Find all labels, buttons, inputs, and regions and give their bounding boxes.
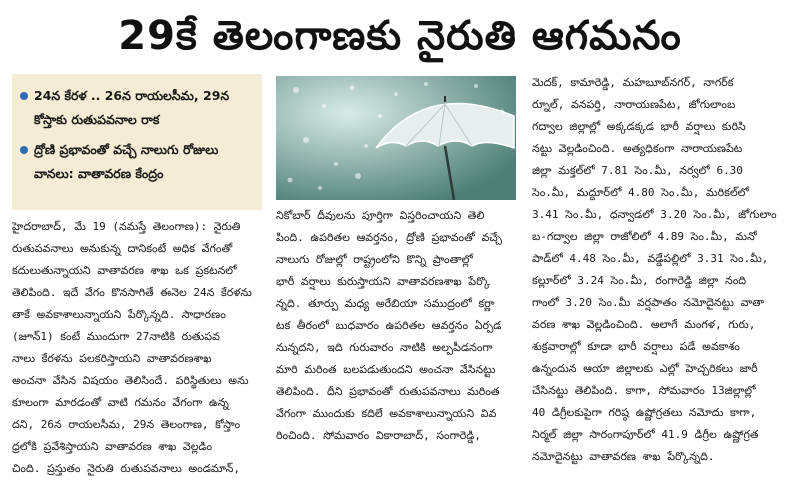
text-line: న్నది. తూర్పు మధ్య అరేబియా సముద్రంలో కర్ణా (276, 297, 495, 310)
text-line: నిర్మల్ జిల్లా సారంగాపూర్‌లో 41.9 డిగ్రీల ఉష్ణోగ్రత (532, 428, 759, 441)
text-line: నున్నదని, ఇది గురువారం నాటికి అల్పపీడనంగా (276, 341, 493, 354)
text-line: శుక్రవారాల్లో కూడా భారీ వర్షాలు పడే అవకాశం (532, 340, 740, 353)
article-column-1 (12, 216, 264, 480)
text-line: జిల్లా మక్తల్‌లో 7.81 సెం.మీ, నర్వలో 6.30 (532, 164, 743, 177)
article-column-2 (276, 205, 520, 447)
text-line: మెదక్, కామారెడ్డి, మహబూబ్‌నగర్, నాగర్‌క (532, 76, 734, 89)
text-line: కూలంగా మారడంతో వాటి గమనం వేగంగా ఉన్న (12, 396, 229, 409)
text-line: 40 డిగ్రీలకుపైగా గరిష్ఠ ఉష్ణోగ్రతలు నమోదు కాగా, (532, 406, 757, 419)
bullet-icon (20, 92, 28, 100)
text-line: నికోబార్ దీవులను పూర్తిగా విస్తరించాయని తెలి (276, 209, 485, 222)
text-line: తెలిపింది. దీని ప్రభావంతో రుతుపవనాలు మరింత (276, 385, 500, 398)
text-line: చింది. ప్రస్తుతం నైరుతి రుతుపవనాలు అండమాన్, (12, 462, 241, 475)
text-line: గాంలో 3.20 సెం.మీ వర్షపాతం నమోదైనట్టు వాతా (532, 296, 765, 309)
text-line: నట్టు వెల్లడించింది. అత్యధికంగా నారాయణపేట (532, 142, 743, 155)
text-line: పాడ్‌లో 4.48 సెం.మీ, వడ్డేపల్లిలో 3.31 సెం.మీ, (532, 252, 769, 265)
text-line: తాకే అవకాశాలున్నాయని పేర్కొన్నది. సాధారణం (12, 308, 226, 321)
text-line: నాలుగు రోజుల్లో రాష్ట్రంలోని కొన్ని ప్రాంతాల్లో (276, 253, 473, 266)
text-line: ధ్రలోకి ప్రవేశిస్తాయని వాతావరణ శాఖ వెల్లడిం (12, 440, 213, 453)
text-line: మారి మరింత బలపడుతుందని అంచనా వేసినట్టు (276, 363, 496, 376)
highlight-item (20, 84, 254, 132)
highlights-box (12, 74, 262, 210)
text-line: ఉన్నందున ఆయా జిల్లాలకు ఎల్లో హెచ్చరికలు జారీ (532, 362, 758, 375)
article-column-3 (532, 72, 792, 468)
text-line: చేసినట్టు తెలిపింది. కాగా, సోమవారం 13జిల్లాల్లో (532, 384, 756, 397)
text-line: సెం.మీ, మద్దూర్‌లో 4.80 సెం.మీ, మరికల్‌లో (532, 186, 749, 199)
text-line: (జూన్1) కంటే ముందుగా 27నాటికి రుతుపవ (12, 330, 220, 343)
text-line: ర్నూల్, వనపర్తి, నారాయణపేట, జోగులాంబ (532, 98, 736, 111)
text-line: బ-గద్వాల జిల్లా రాజోలిలో 4.89 సెం.మీ, మనో (532, 230, 757, 243)
highlight-text: 24న కేరళ .. 26న రాయలసీమ, 29న కోస్తాకు రుతుపవనాల రాక (34, 88, 230, 127)
text-line: గద్వాల జిల్లాల్లో అక్కడక్కడ భారీ వర్షాలు కురిసి (532, 120, 746, 133)
text-line: కదులుతున్నాయని వాతావరణ శాఖ ఒక ప్రకటనలో (12, 264, 237, 277)
umbrella-icon (276, 76, 516, 200)
text-line: దని, 26న రాయలసీమ, 29న తెలంగాణ, కోస్తాం (12, 418, 241, 431)
text-line: టక తీరంలో బుధవారం ఉపరితల ఆవర్తనం ఏర్పడ (276, 319, 502, 332)
text-line: నాలు కేరళను పలకరిస్తాయని వాతావరణశాఖ (12, 352, 212, 365)
text-line: రుతుపవనాలు అనుకున్న దానికంటే అధిక వేగంతో (12, 242, 233, 255)
bullet-icon (20, 146, 28, 154)
text-line: తెలిపింది. ఇదే వేగం కొనసాగితే ఈనెల 24న కేరళను (12, 286, 252, 299)
text-line: వరణ శాఖ వెల్లడించింది. అలాగే మంగళ, గురు, (532, 318, 756, 331)
headline: 29కే తెలంగాణకు నైరుతి ఆగమనం (118, 13, 682, 59)
text-line: భారీ వర్షాలు కురుస్తాయని వాతావరణశాఖ పేర్కొ (276, 275, 491, 288)
text-line: హైదరాబాద్, మే 19 (నమస్తే తెలంగాణ): నైరుతి (12, 220, 241, 233)
text-line: రించింది. సోమవారం వికారాబాద్, సంగారెడ్డి, (276, 429, 482, 442)
text-line: పింది. ఉపరితల ఆవర్తనం, ద్రోణి ప్రభావంతో వచ్చే (276, 231, 502, 244)
highlight-item (20, 138, 254, 186)
text-line: అంచనా వేసిన విషయం తెలిసిందే. పరిస్థితులు అను (12, 374, 249, 387)
highlight-text: ద్రోణి ప్రభావంతో వచ్చే నాలుగు రోజులు వానలు: వాతావరణ కేంద్రం (34, 142, 219, 181)
umbrella-rain-photo (276, 76, 516, 200)
text-line: వేగంగా ముందుకు కదిలే అవకాశాలున్నాయని వివ (276, 407, 497, 420)
text-line: కల్లూర్‌లో 3.24 సెం.మీ, రంగారెడ్డి జిల్లా నంది (532, 274, 747, 287)
text-line: నమోదైనట్టు వాతావరణ శాఖ పేర్కొన్నది. (532, 450, 715, 463)
text-line: 3.41 సెం.మీ, ధన్వాడలో 3.20 సెం.మీ, జోగులాం (532, 208, 777, 221)
